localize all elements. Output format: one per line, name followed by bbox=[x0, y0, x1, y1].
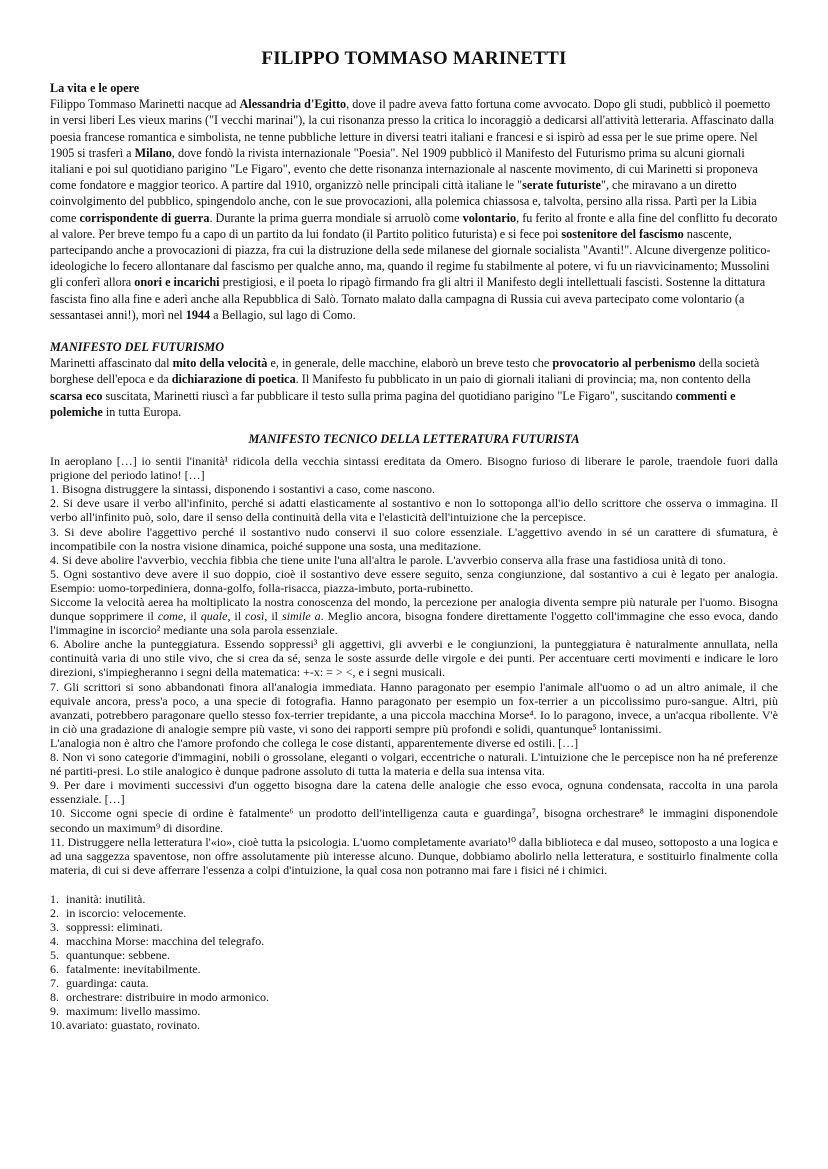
bold-text: commenti e polemiche bbox=[50, 388, 736, 419]
footnote-item bbox=[50, 920, 778, 934]
text-run: 10. Siccome ogni specie di ordine è fatalmente⁶ un prodotto dell'intelligenza cauta e guardinga⁷, bisogna orchestrare⁸ le immagini disponendole secondo un maximum⁹ di disordine. bbox=[50, 806, 778, 835]
text-run: 6. Abolire anche la punteggiatura. Essendo soppressi³ gli aggettivi, gli avverbi e le congiunzioni, la punteggiatura è naturalmente annullata, nella continuità varia di uno stile vivo, che si crea da sé, senza le soste assurde delle virgole e dei punti. Per accentuare certi movimenti e indicare le loro direzioni, s'impiegheranno i segni della matematica: +-x: = > <, e i segni musicali. bbox=[50, 637, 778, 680]
manifesto-paragraph bbox=[50, 736, 778, 750]
text-run: prestigiosi, e il poeta lo ripagò firmando fra gli altri il Manifesto degli intellettuali fascisti. Sostenne la dittatura fascista fino alla fine e aderì anche alla Repubblica di Salò. Tornato malato dalla campagna di Russia cui aveva partecipato come volontario (a sessantasei anni!), morì nel bbox=[50, 275, 766, 322]
manifesto-paragraph bbox=[50, 525, 778, 553]
spacer bbox=[50, 323, 778, 339]
footnote-text: orchestrare: distribuire in modo armonico. bbox=[66, 989, 269, 1004]
footnote-text: fatalmente: inevitabilmente. bbox=[66, 961, 201, 976]
manifesto-paragraph bbox=[50, 595, 778, 637]
footnote-number: 2. bbox=[50, 905, 59, 920]
section-heading-manifesto: MANIFESTO DEL FUTURISMO bbox=[50, 340, 225, 355]
paragraph-manifesto bbox=[50, 355, 778, 420]
manifesto-paragraph bbox=[50, 835, 778, 877]
manifesto-paragraph bbox=[50, 496, 778, 524]
bold-text: volontario bbox=[462, 210, 517, 225]
italic-text: così bbox=[245, 609, 265, 624]
text-run: Siccome la velocità aerea ha moltiplicato la nostra conoscenza del mondo, la percezione per analogia diventa sempre più naturale per l'uomo. Bisogna dunque sopprimere il bbox=[50, 595, 778, 624]
text-run: , il bbox=[227, 609, 246, 624]
paragraph-vita bbox=[50, 96, 778, 323]
manifesto-paragraph bbox=[50, 567, 778, 595]
manifesto-paragraph bbox=[50, 637, 778, 679]
bold-text: dichiarazione di poetica bbox=[171, 372, 296, 387]
bold-text: onori e incarichi bbox=[134, 275, 220, 290]
footnote-item bbox=[50, 990, 778, 1004]
bold-text: 1944 bbox=[185, 307, 211, 322]
text-run: , dove fondò la rivista internazionale "Poesia". Nel 1909 pubblicò il Manifesto del Futurismo prima su alcuni giornali italiani e poi sul quotidiano parigino "Le Figaro", evento che dette risonanza internazionale al nascente movimento, di cui Marinetti si proponeva come fondatore e maggior teorico. A partire dal 1910, organizzò nelle principali città italiane le " bbox=[50, 145, 758, 193]
page-title: FILIPPO TOMMASO MARINETTI bbox=[261, 48, 567, 69]
text-run: L'analogia non è altro che l'amore profondo che collega le cose distanti, apparentemente diverse ed ostili. […] bbox=[50, 735, 579, 750]
text-run: nascente, partecipando anche a provocazioni di piazza, fra cui la distruzione della sede milanese del giornale socialista "Avanti!". Alcune divergenze politico-ideologiche lo fecero allontanare dal fascismo per qualche anno, ma, quando il regime fu stabilmente al potere, vi fu un riavvicinamento; Mussolini gli conferì allora bbox=[50, 226, 771, 290]
bold-text: serate futuriste bbox=[522, 178, 601, 193]
text-run: 4. Si deve abolire l'avverbio, vecchia fibbia che tiene unite l'una all'altra le parole. L'avverbio conserva alla frase una fastidiosa unità di tono. bbox=[50, 552, 726, 567]
text-run: . Durante la prima guerra mondiale si arruolò come bbox=[209, 210, 463, 225]
text-run: . Il Manifesto fu pubblicato in un paio di giornali italiani di provincia; ma, non contento della bbox=[295, 372, 751, 387]
footnote-number: 7. bbox=[50, 975, 59, 990]
footnote-text: soppressi: eliminati. bbox=[66, 919, 163, 934]
italic-text: come bbox=[157, 609, 184, 624]
bold-text: Milano bbox=[134, 145, 172, 160]
footnote-number: 5. bbox=[50, 947, 59, 962]
manifesto-paragraph bbox=[50, 454, 778, 482]
footnote-item bbox=[50, 906, 778, 920]
footnote-text: quantunque: sebbene. bbox=[66, 947, 170, 962]
text-run: , fu ferito al fronte e alla fine del conflitto fu decorato al valore. Per breve tempo fu a capo di un partito da lui fondato (il Partito politico futurista) e si fece poi bbox=[50, 210, 778, 241]
bold-text: Alessandria d'Egitto bbox=[239, 97, 347, 112]
text-run: . Meglio ancora, bisogna fondere direttamente l'oggetto coll'immagine che esso evoca, dando l'immagine in iscorcio² mediante una sola parola essenziale. bbox=[50, 609, 779, 638]
text-run: In aeroplano […] io sentii l'inanità¹ ridicola della vecchia sintassi ereditata da Omero. Bisogno furioso di liberare le parole, traendole fuori dalla prigione del periodo latino! […] bbox=[50, 454, 778, 483]
manifesto-paragraph bbox=[50, 806, 778, 834]
footnote-number: 4. bbox=[50, 933, 59, 948]
footnote-number: 8. bbox=[50, 989, 59, 1004]
footnote-number: 1. bbox=[50, 891, 59, 906]
bold-text: sostenitore del fascismo bbox=[561, 226, 684, 241]
footnote-text: maximum: livello massimo. bbox=[66, 1003, 201, 1018]
footnote-number: 3. bbox=[50, 919, 59, 934]
text-run: , il bbox=[264, 609, 282, 624]
text-run: Filippo Tommaso Marinetti nacque ad bbox=[50, 97, 240, 112]
italic-text: quale bbox=[200, 609, 228, 624]
footnote-text: inanità: inutilità. bbox=[66, 891, 146, 906]
text-run: della società borghese dell'epoca e da bbox=[50, 356, 760, 387]
text-run: 5. Ogni sostantivo deve avere il suo doppio, cioè il sostantivo deve essere seguito, senza congiunzione, dal sostantivo a cui è legato per analogia. Esempio: uomo-torpediniera, donna-golfo, folla-risacca, piazza-imbuto, porta-rubinetto. bbox=[50, 566, 778, 595]
bold-text: corrispondente di guerra bbox=[79, 210, 210, 225]
text-run: Marinetti affascinato dal bbox=[50, 356, 173, 371]
text-run: suscitata, Marinetti riuscì a far pubblicare il testo sulla prima pagina del quotidiano parigino "Le Figaro", suscitando bbox=[102, 388, 676, 403]
manifesto-paragraph bbox=[50, 750, 778, 778]
text-run: e, in generale, delle macchine, elaborò un breve testo che bbox=[267, 356, 553, 371]
footnote-text: avariato: guastato, rovinato. bbox=[66, 1017, 200, 1032]
bold-text: mito della velocità bbox=[172, 356, 268, 371]
text-run: 7. Gli scrittori si sono abbandonati finora all'analogia immediata. Hanno paragonato per esempio l'animale all'uomo o ad un altro animale, il che equivale ancora, press'a poco, a una specie di fotografia. Hanno paragonato per esempio un fox-terrier a un piccolissimo puro-sangue. Altri, più avanzati, potrebbero paragonare quello stesso fox-terrier trepidante, a una piccola macchina Morse⁴. Io lo paragono, invece, a un'acqua ribollente. V'è in ciò una gradazione di analogie sempre più vaste, vi sono dei rapporti sempre più profondi e solidi, quantunque⁵ lontanissimi. bbox=[50, 679, 778, 736]
text-run: 3. Si deve abolire l'aggettivo perché il sostantivo nudo conservi il suo colore essenziale. L'aggettivo avendo in sé un carattere di sfumatura, è incompatibile con la nostra visione dinamica, poiché suppone una sosta, una meditazione. bbox=[50, 524, 778, 553]
text-run: 11. Distruggere nella letteratura l'«io», cioè tutta la psicologia. L'uomo completamente avariato¹⁰ dalla biblioteca e dal museo, sottoposto a una logica e ad una saggezza spaventose, non offre assolutamente più interesse alcuno. Dunque, dobbiamo abolirlo nella letteratura, e sostituirlo finalmente colla materia, di cui si deve afferrare l'essenza a colpi d'intuizione, la qual cosa non potranno mai fare i fisici né i chimici. bbox=[50, 834, 778, 877]
footnote-number: 6. bbox=[50, 961, 59, 976]
manifesto-paragraph bbox=[50, 553, 778, 567]
bold-text: scarsa eco bbox=[50, 388, 103, 403]
manifesto-paragraph bbox=[50, 680, 778, 736]
footnote-item bbox=[50, 892, 778, 906]
footnote-number: 9. bbox=[50, 1003, 59, 1018]
footnote-item bbox=[50, 1018, 778, 1032]
section-heading-vita: La vita e le opere bbox=[50, 81, 140, 95]
text-run: 2. Si deve usare il verbo all'infinito, perché si adatti elasticamente al sostantivo e non lo sottoponga all'io dello scrittore che osserva o immagina. Il verbo all'infinito può, solo, dare il senso della continuità della vita e l'elasticità dell'intuizione che la percepisce. bbox=[50, 496, 778, 525]
italic-text: simile a bbox=[281, 609, 321, 624]
text-run: 1. Bisogna distruggere la sintassi, disponendo i sostantivi a caso, come nascono. bbox=[50, 482, 435, 497]
text-run: , dove il padre aveva fatto fortuna come avvocato. Dopo gli studi, pubblicò il poemetto in versi liberi Les vieux marins ("I vecchi marinai"), la cui risonanza presso la critica lo incoraggiò a dedicarsi all'attività letteraria. Affascinato dalla poesia francese romantica e simbolista, ne tenne pubbliche letture in diversi teatri italiani e francesi e si ispirò ad essa per le sue prime opere. Nel 1905 si trasferì a bbox=[50, 97, 774, 160]
text-run: in tutta Europa. bbox=[102, 404, 182, 419]
footnote-item bbox=[50, 1004, 778, 1018]
manifesto-tecnico-body bbox=[50, 454, 778, 877]
footnote-item bbox=[50, 934, 778, 948]
manifesto-paragraph bbox=[50, 778, 778, 806]
text-run: 8. Non vi sono categorie d'immagini, nobili o grossolane, eleganti o volgari, eccentriche o naturali. L'intuizione che le percepisce non ha né preferenze né partiti-presi. Lo stile analogico è dunque padrone assoluto di tutta la materia e della sua intensa vita. bbox=[50, 750, 778, 779]
section-heading-manifesto-tecnico: MANIFESTO TECNICO DELLA LETTERATURA FUTURISTA bbox=[248, 432, 580, 447]
footnote-item bbox=[50, 976, 778, 990]
footnote-item bbox=[50, 962, 778, 976]
bold-text: provocatorio al perbenismo bbox=[552, 356, 696, 371]
footnote-text: macchina Morse: macchina del telegrafo. bbox=[66, 933, 265, 948]
footnote-text: guardinga: cauta. bbox=[66, 975, 149, 990]
text-run: a Bellagio, sul lago di Como. bbox=[210, 307, 356, 322]
footnote-text: in iscorcio: velocemente. bbox=[66, 905, 187, 920]
manifesto-paragraph bbox=[50, 482, 778, 496]
text-run: ", che miravano a un diretto coinvolgimento del pubblico, spingendolo anche, con le sue provocazioni, alla polemica chiassosa e, talvolta, persino alla rissa. Partì per la Libia come bbox=[50, 178, 757, 225]
footnote-item bbox=[50, 948, 778, 962]
text-run: , il bbox=[183, 609, 201, 624]
text-run: 9. Per dare i movimenti successivi d'un oggetto bisogna dare la catena delle analogie che esso evoca, ognuna condensata, raccolta in una parola essenziale. […] bbox=[50, 778, 778, 807]
footnotes-list bbox=[50, 892, 778, 1032]
footnote-number: 10. bbox=[50, 1017, 65, 1032]
